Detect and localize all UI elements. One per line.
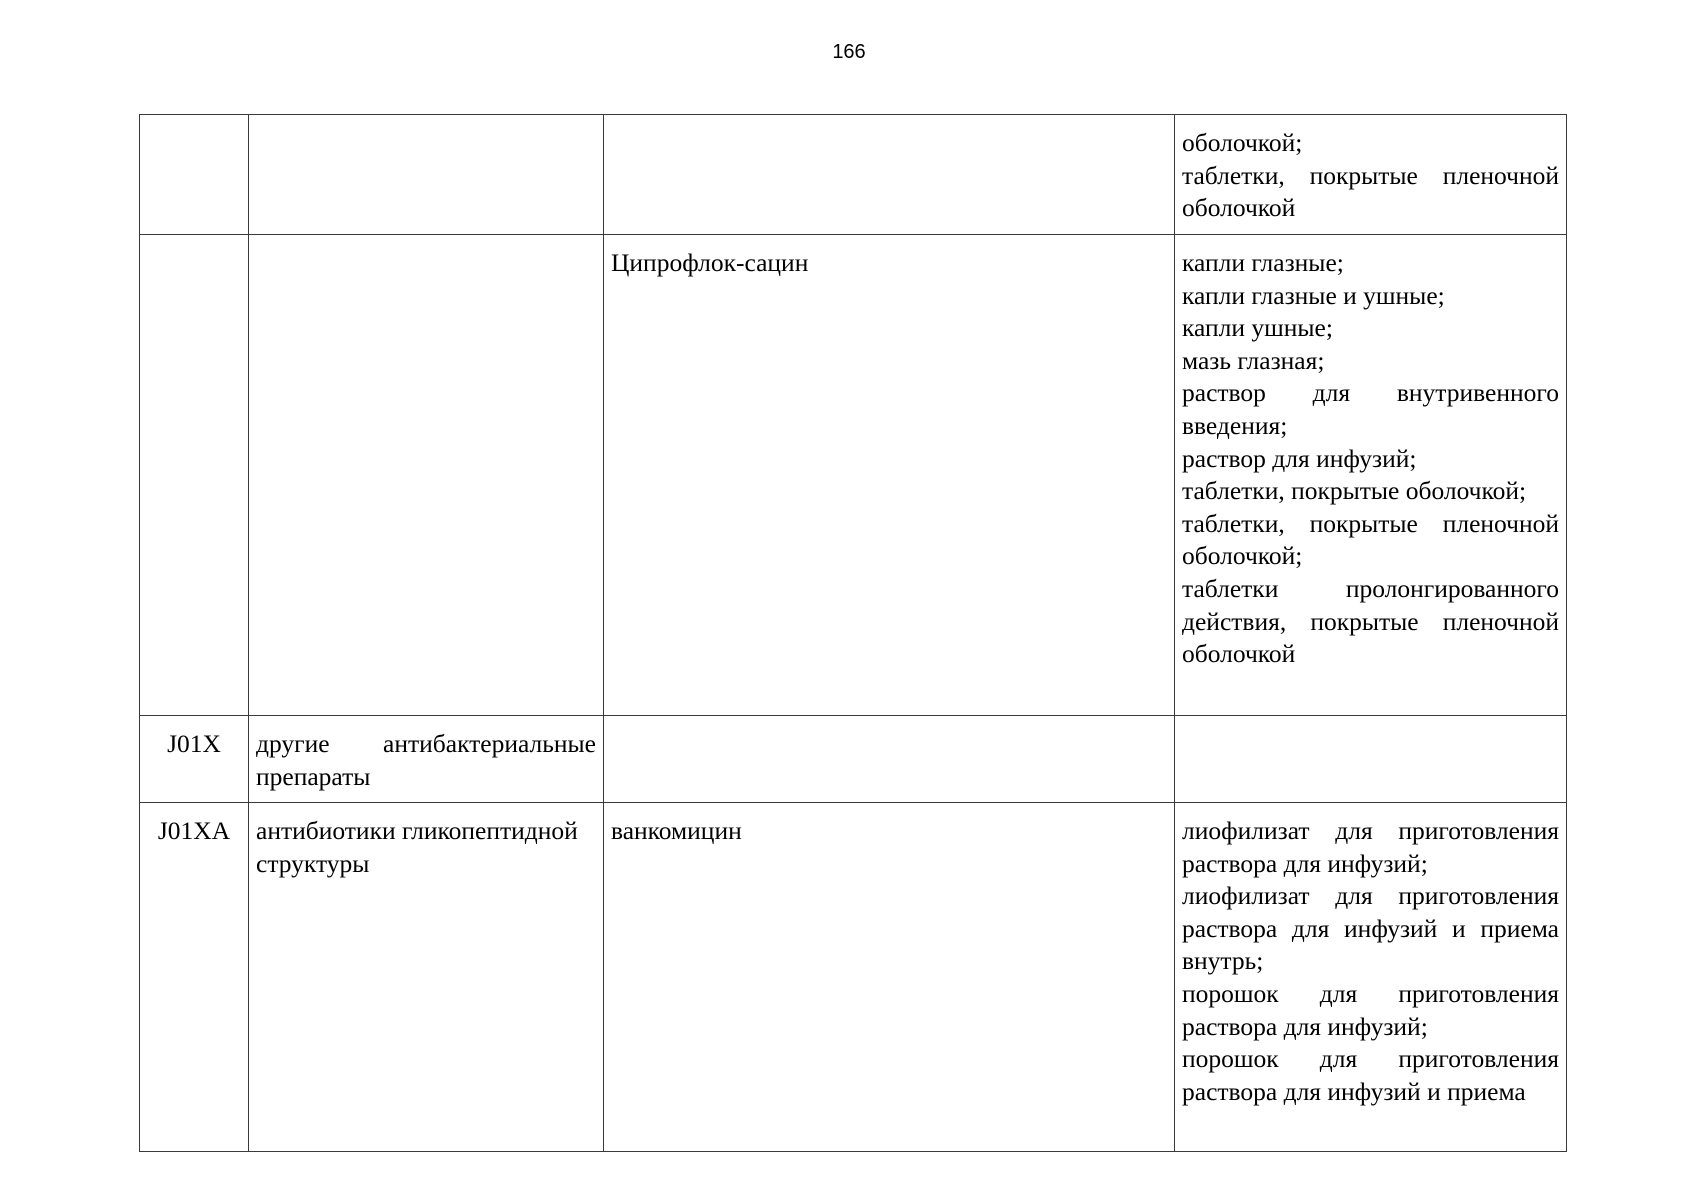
dosage-form: порошок для приготовления раствора для инфузий и приема (1182, 1044, 1559, 1106)
dosage-form: таблетки, покрытые пленочной оболочкой; (1182, 508, 1559, 571)
drug-name-cell (604, 115, 1175, 235)
dosage-form: раствор для внутривенного введения; (1182, 378, 1559, 440)
dosage-form: порошок для приготовления раствора для инфузий; (1182, 978, 1559, 1041)
dosage-forms-cell (1175, 803, 1567, 1152)
drug-table (139, 114, 1567, 1152)
dosage-form: мазь глазная; (1182, 345, 1325, 375)
atc-code-cell (140, 803, 249, 1152)
drug-name-cell (604, 235, 1175, 716)
dosage-form: капли ушные; (1182, 313, 1333, 343)
dosage-forms-cell (1175, 235, 1567, 716)
drug-name-cell (604, 803, 1175, 1152)
drug-name-cell (604, 716, 1175, 803)
dosage-form: таблетки, покрытые пленочной оболочкой (1182, 160, 1559, 223)
dosage-form: раствор для инфузий; (1182, 443, 1417, 473)
dosage-form: капли глазные и ушные; (1182, 280, 1445, 310)
dosage-form: таблетки пролонгированного действия, покрытые пленочной оболочкой (1182, 573, 1559, 669)
dosage-form: оболочкой; (1182, 128, 1303, 157)
dosage-form: капли глазные; (1182, 248, 1344, 277)
table-row (140, 115, 1567, 235)
pharmacological-group-cell (249, 235, 604, 716)
pharmacological-group-cell (249, 716, 604, 803)
atc-code-cell (140, 716, 249, 803)
atc-code: J01X (167, 729, 221, 758)
dosage-forms-cell (1175, 115, 1567, 235)
page-number: 166 (832, 41, 866, 63)
dosage-form: лиофилизат для приготовления раствора для инфузий и приема внутрь; (1182, 881, 1559, 976)
pharmacological-group: антибиотики гликопептидной структуры (256, 816, 578, 878)
dosage-forms-cell (1175, 716, 1567, 803)
pharmacological-group: другие антибактериальные препараты (256, 729, 596, 791)
pharmacological-group-cell (249, 803, 604, 1152)
table-row (140, 235, 1567, 716)
drug-name: Ципрофлок-сацин (611, 248, 809, 277)
atc-code: J01XA (157, 816, 231, 845)
atc-code-cell (140, 115, 249, 235)
atc-code-cell (140, 235, 249, 716)
dosage-form: лиофилизат для приготовления раствора для инфузий; (1182, 816, 1559, 878)
drug-name: ванкомицин (611, 816, 742, 845)
table-row (140, 803, 1567, 1152)
pharmacological-group-cell (249, 115, 604, 235)
dosage-form: таблетки, покрытые оболочкой; (1182, 476, 1527, 506)
table-row (140, 716, 1567, 803)
